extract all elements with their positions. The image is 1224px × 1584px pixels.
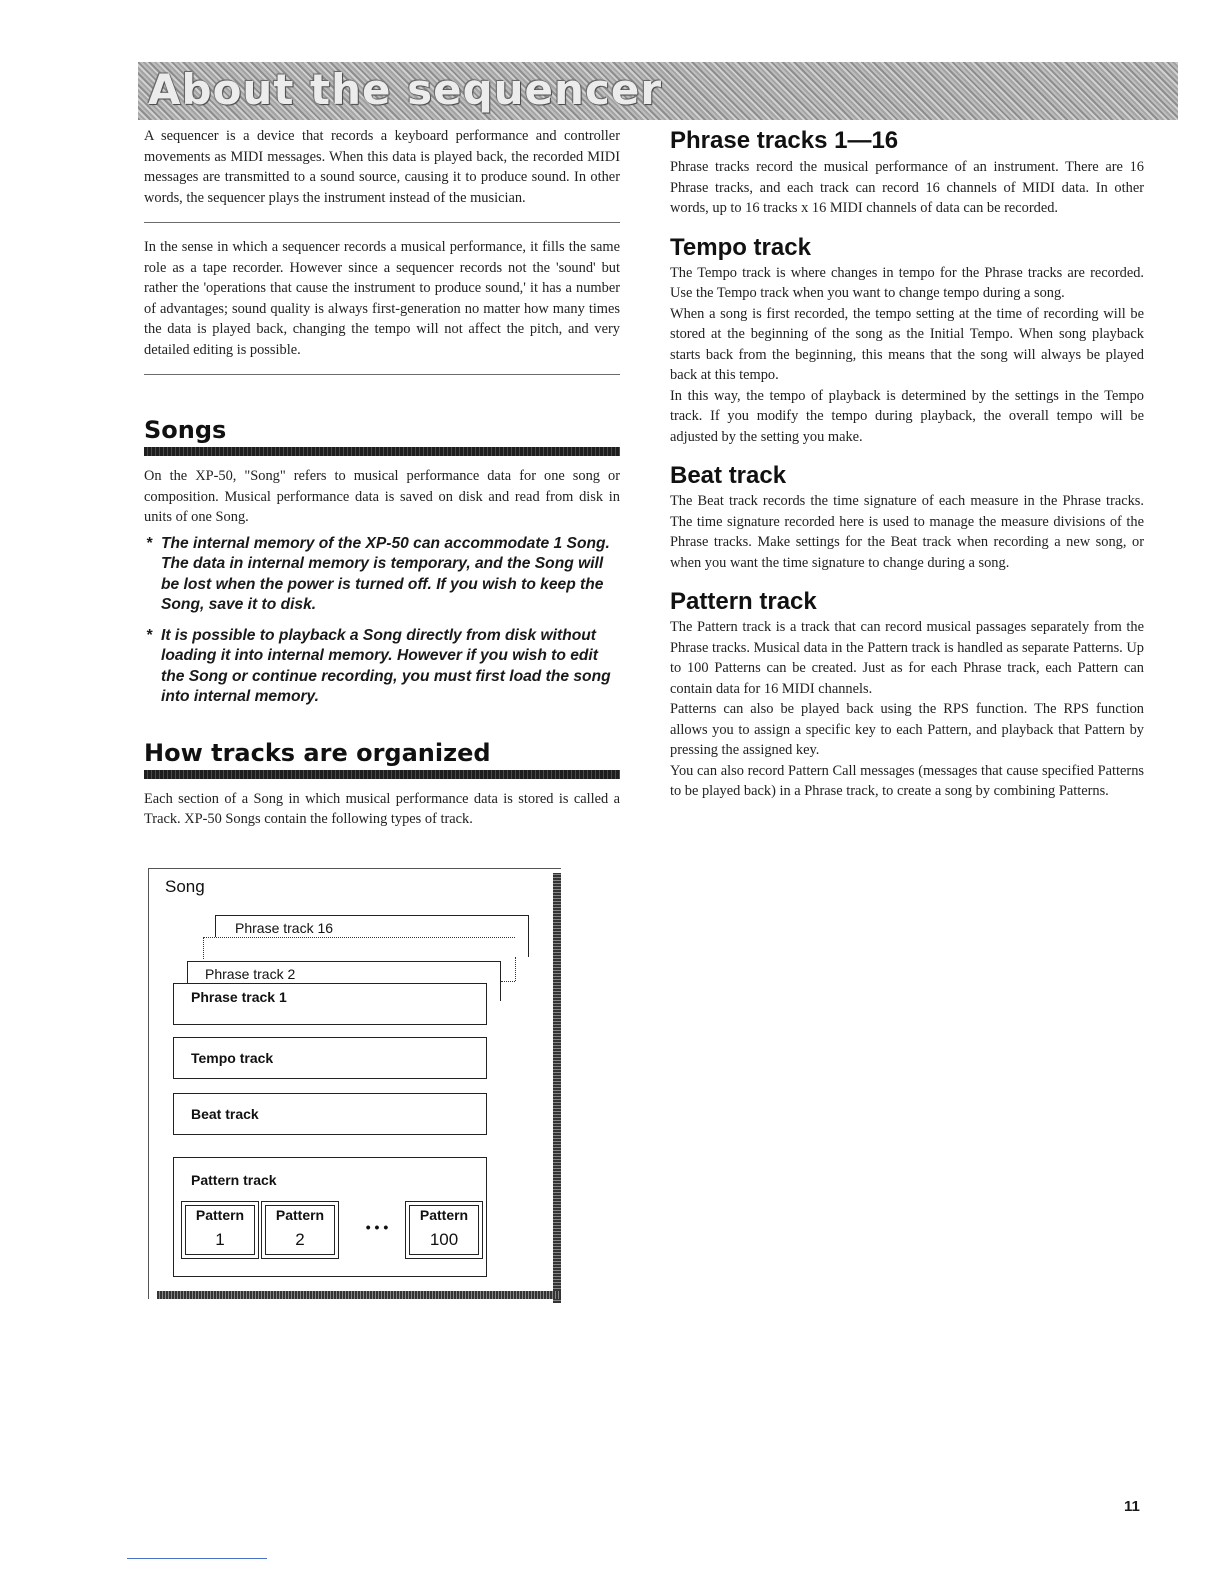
dotted-line <box>203 937 515 938</box>
tempo-track-label: Tempo track <box>191 1050 274 1066</box>
heading-bar <box>144 770 620 779</box>
divider <box>144 222 620 223</box>
pattern-100-number: 100 <box>429 1230 459 1249</box>
note-2 <box>144 626 620 708</box>
note-star: * <box>146 534 153 552</box>
intro-paragraph-2: In the sense in which a sequencer records a musical performance, it fills the same role as a tape recorder. However since a sequencer records not the 'sound' but rather the 'operations that cause the instrument to produce sound,' it has a number of advantages; sound quality is always first-generation no matter how many times the data is played back, changing the tempo will not affect the pitch, and very detailed editing is possible. <box>144 239 620 358</box>
tempo-paragraph-1: The Tempo track is where changes in tempo for the Phrase tracks are recorded. Use the Tempo track when you want to change tempo during a song. <box>670 264 1144 301</box>
phrase-tracks-heading: Phrase tracks 1—16 <box>670 127 899 154</box>
dotted-line <box>203 937 204 959</box>
right-column <box>670 126 1144 802</box>
note-star: * <box>146 626 153 644</box>
dotted-line <box>501 981 515 982</box>
pattern-1-number: 1 <box>215 1230 225 1249</box>
beat-track-label: Beat track <box>191 1106 259 1122</box>
pattern-track-label: Pattern track <box>191 1172 277 1188</box>
track-diagram <box>148 868 561 1299</box>
pattern-2-number: 2 <box>295 1230 305 1249</box>
tempo-track-heading: Tempo track <box>670 233 811 261</box>
phrase-track-16-label: Phrase track 16 <box>235 920 334 936</box>
left-column <box>144 126 620 830</box>
pattern-1-label: Pattern <box>195 1207 245 1223</box>
section-banner <box>138 62 1178 120</box>
pattern-paragraph-1: The Pattern track is a track that can record musical passages separately from the Phrase tracks. Musical data in the Pattern track is handled as separate Patterns. Up to 100 Patterns can be created. Just as for each Phrase track, each Pattern can contain data for 16 MIDI channels. <box>670 619 1144 697</box>
tracks-paragraph: Each section of a Song in which musical performance data is stored is called a Track. XP-50 Songs contain the following types of track. <box>144 790 620 827</box>
beat-paragraph: The Beat track records the time signature of each measure in the Phrase tracks. The time signature recorded here is used to manage the measure divisions of the Phrase tracks. Make settings for the Beat track when recording a new song, or when you want the time signature to change during a song. <box>670 493 1144 571</box>
note-1-text: The internal memory of the XP-50 can accommodate 1 Song. The data in internal memory is temporary, and the Song will be lost when the power is turned off. If you wish to keep the Song, save it to disk. <box>161 534 610 613</box>
phrase-tracks-paragraph: Phrase tracks record the musical performance of an instrument. There are 16 Phrase tracks, and each track can record 16 channels of MIDI data. In other words, up to 16 tracks x 16 MIDI channels of data can be recorded. <box>670 159 1144 216</box>
intro-paragraph-1: A sequencer is a device that records a keyboard performance and controller movements as MIDI messages. When this data is played back, the recorded MIDI messages are transmitted to a sound source, causing it to produce sound. In other words, the sequencer plays the instrument instead of the musician. <box>144 128 620 206</box>
tempo-paragraph-2: When a song is first recorded, the tempo setting at the time of recording will be stored at the beginning of the song as the Initial Tempo. When song playback starts back from the beginning, this means that the song will always be played back at this tempo. <box>670 305 1144 383</box>
pattern-paragraph-3: You can also record Pattern Call messages (messages that cause specified Patterns to be played back) in a Phrase track, to create a song by combining Patterns. <box>670 762 1144 799</box>
note-2-text: It is possible to playback a Song directly from disk without loading it into internal memory. However if you wish to edit the Song or continue recording, you must first load the song into internal memory. <box>161 626 611 705</box>
pattern-paragraph-2: Patterns can also be played back using the RPS function. The RPS function allows you to assign a specific key to each Pattern, and playback that Pattern by pressing the assigned key. <box>670 701 1144 758</box>
tempo-paragraph-3: In this way, the tempo of playback is determined by the settings in the Tempo track. If you modify the tempo during playback, the overall tempo will be adjusted by the setting you make. <box>670 387 1144 445</box>
dotted-line <box>515 957 516 981</box>
song-label: Song <box>165 877 205 896</box>
pattern-100-label: Pattern <box>419 1207 469 1223</box>
heading-bar <box>144 447 620 456</box>
page-number: 11 <box>1124 1498 1140 1515</box>
banner-title: About the sequencer <box>148 65 663 114</box>
note-1 <box>144 534 620 616</box>
songs-heading: Songs <box>144 416 227 444</box>
phrase-track-2-label: Phrase track 2 <box>205 966 296 982</box>
beat-track-heading: Beat track <box>670 462 787 489</box>
ellipsis: • • • <box>365 1219 389 1235</box>
footer-line <box>127 1558 267 1559</box>
pattern-2-label: Pattern <box>275 1207 325 1223</box>
phrase-track-1-label: Phrase track 1 <box>191 989 287 1005</box>
tracks-heading: How tracks are organized <box>144 738 491 767</box>
songs-paragraph: On the XP-50, "Song" refers to musical performance data for one song or composition. Musical performance data is saved on disk and read from disk in units of one Song. <box>144 468 620 525</box>
pattern-track-heading: Pattern track <box>670 588 817 615</box>
